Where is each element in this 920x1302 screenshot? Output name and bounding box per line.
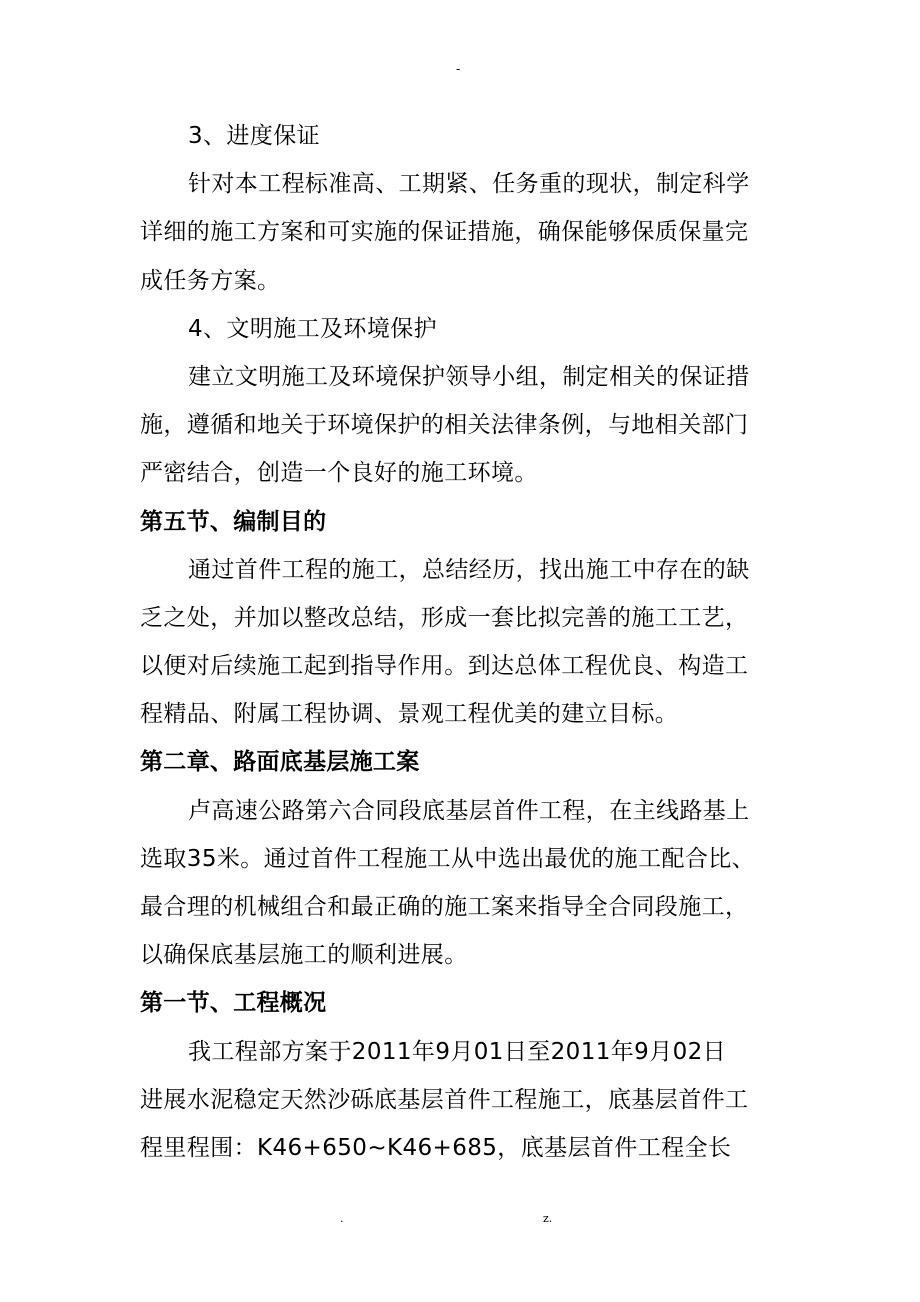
document-body: [140, 112, 790, 1172]
paragraph-line: 通过首件工程的施工，总结经历，找出施工中存在的缺: [188, 556, 750, 583]
paragraph-line: 严密结合，创造一个良好的施工环境。: [140, 460, 538, 487]
paragraph-line: 我工程部方案于2011年9月01日至2011年9月02日: [188, 1038, 727, 1065]
paragraph-line: 针对本工程标准高、工期紧、任务重的现状，制定科学: [188, 171, 750, 198]
paragraph-line: 施，遵循和地关于环境保护的相关法律条例，与地相关部门: [140, 412, 749, 439]
subsection-heading-progress: 3、进度保证: [188, 123, 321, 149]
paragraph-line: 选取35米。通过首件工程施工从中选出最优的施工配合比、: [140, 845, 756, 872]
section-heading-overview: 第一节、工程概况: [140, 990, 327, 1017]
page-footer-left-mark: .: [340, 1212, 344, 1225]
paragraph-line: 卢高速公路第六合同段底基层首件工程，在主线路基上: [188, 797, 750, 824]
page-header-mark: -: [456, 62, 461, 76]
subsection-heading-civilized-construction: 4、文明施工及环境保护: [188, 315, 438, 342]
paragraph-line: 建立文明施工及环境保护领导小组，制定相关的保证措: [188, 363, 750, 390]
paragraph-line: 程里程围：K46+650~K46+685，底基层首件工程全长: [140, 1134, 732, 1161]
paragraph-line: 程精品、附属工程协调、景观工程优美的建立目标。: [140, 701, 679, 728]
chapter-heading-subbase: 第二章、路面底基层施工案: [140, 749, 420, 776]
paragraph-line: 进展水泥稳定天然沙砾底基层首件工程施工，底基层首件工: [140, 1086, 749, 1113]
paragraph-line: 详细的施工方案和可实施的保证措施，确保能够保质保量完: [140, 219, 749, 246]
section-heading-purpose: 第五节、编制目的: [140, 508, 327, 535]
paragraph-line: 成任务方案。: [140, 267, 281, 294]
paragraph-line: 以便对后续施工起到指导作用。到达总体工程优良、构造工: [140, 653, 749, 680]
paragraph-line: 以确保底基层施工的顺利进展。: [140, 942, 468, 969]
paragraph-line: 乏之处，并加以整改总结，形成一套比拟完善的施工工艺，: [140, 604, 749, 631]
paragraph-line: 最合理的机械组合和最正确的施工案来指导全合同段施工，: [140, 894, 749, 920]
page-footer-right-mark: z.: [543, 1212, 553, 1225]
